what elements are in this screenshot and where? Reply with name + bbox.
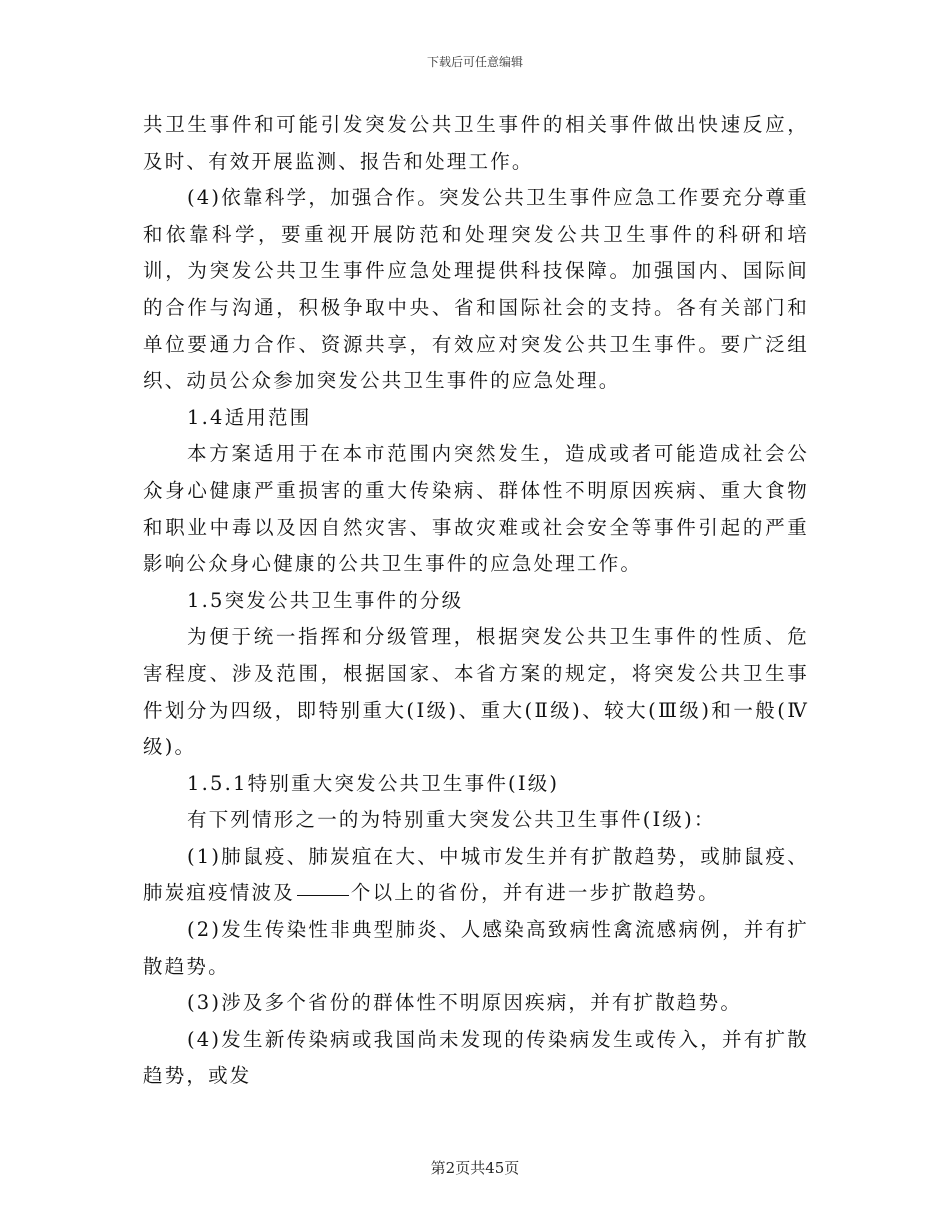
- page-footer: 第2页共45页: [430, 1159, 520, 1177]
- page-header: 下载后可任意编辑: [426, 55, 523, 69]
- paragraph-principle-4: (4)依靠科学，加强合作。突发公共卫生事件应急工作要充分尊重和依靠科学，要重视开展防范和处理突发公共卫生事件的科研和培训，为突发公共卫生事件应急处理提供科技保障。加强国内、国际间的合作与沟通，积极争取中央、省和国际社会的支持。各有关部门和单位要通力合作、资源共享，有效应对突发公共卫生事件。要广泛组织、动员公众参加突发公共卫生事件的应急处理。: [143, 186, 809, 393]
- list-item-3: (3)涉及多个省份的群体性不明原因疾病，并有扩散趋势。: [187, 991, 743, 1015]
- list-item-1: [143, 839, 809, 912]
- paragraph-level-1-intro: 有下列情形之一的为特别重大突发公共卫生事件(Ⅰ级)：: [187, 808, 716, 832]
- list-item-4: (4)发生新传染病或我国尚未发现的传染病发生或传入，并有扩散趋势，或发: [143, 1027, 809, 1088]
- list-item-1-after: 个以上的省份，并有进一步扩散趋势。: [350, 881, 720, 905]
- paragraph-continuation: 共卫生事件和可能引发突发公共卫生事件的相关事件做出快速反应，及时、有效开展监测、报告和处理工作。: [143, 113, 809, 173]
- list-item-1-before: (1)肺鼠疫、肺炭疽在大、中城市发生并有扩散趋势，或肺鼠疫、肺炭疽疫情波及: [143, 844, 809, 905]
- section-heading-1-4: 1.4适用范围: [187, 405, 312, 429]
- paragraph-classification: 为便于统一指挥和分级管理，根据突发公共卫生事件的性质、危害程度、涉及范围，根据国家、本省方案的规定，将突发公共卫生事件划分为四级，即特别重大(Ⅰ级)、重大(Ⅱ级)、较大(Ⅲ级)和一般(Ⅳ级)。: [143, 625, 809, 759]
- list-item-2: (2)发生传染性非典型肺炎、人感染高致病性禽流感病例，并有扩散趋势。: [143, 918, 809, 978]
- paragraph-scope: 本方案适用于在本市范围内突然发生，造成或者可能造成社会公众身心健康严重损害的重大传染病、群体性不明原因疾病、重大食物和职业中毒以及因自然灾害、事故灾难或社会安全等事件引起的严重影响公众身心健康的公共卫生事件的应急处理工作。: [143, 442, 809, 576]
- section-heading-1-5-1: 1.5.1特别重大突发公共卫生事件(Ⅰ级): [187, 771, 560, 795]
- section-heading-1-5: 1.5突发公共卫生事件的分级: [187, 588, 464, 612]
- fill-in-blank: [297, 894, 349, 896]
- document-body: [143, 107, 809, 1095]
